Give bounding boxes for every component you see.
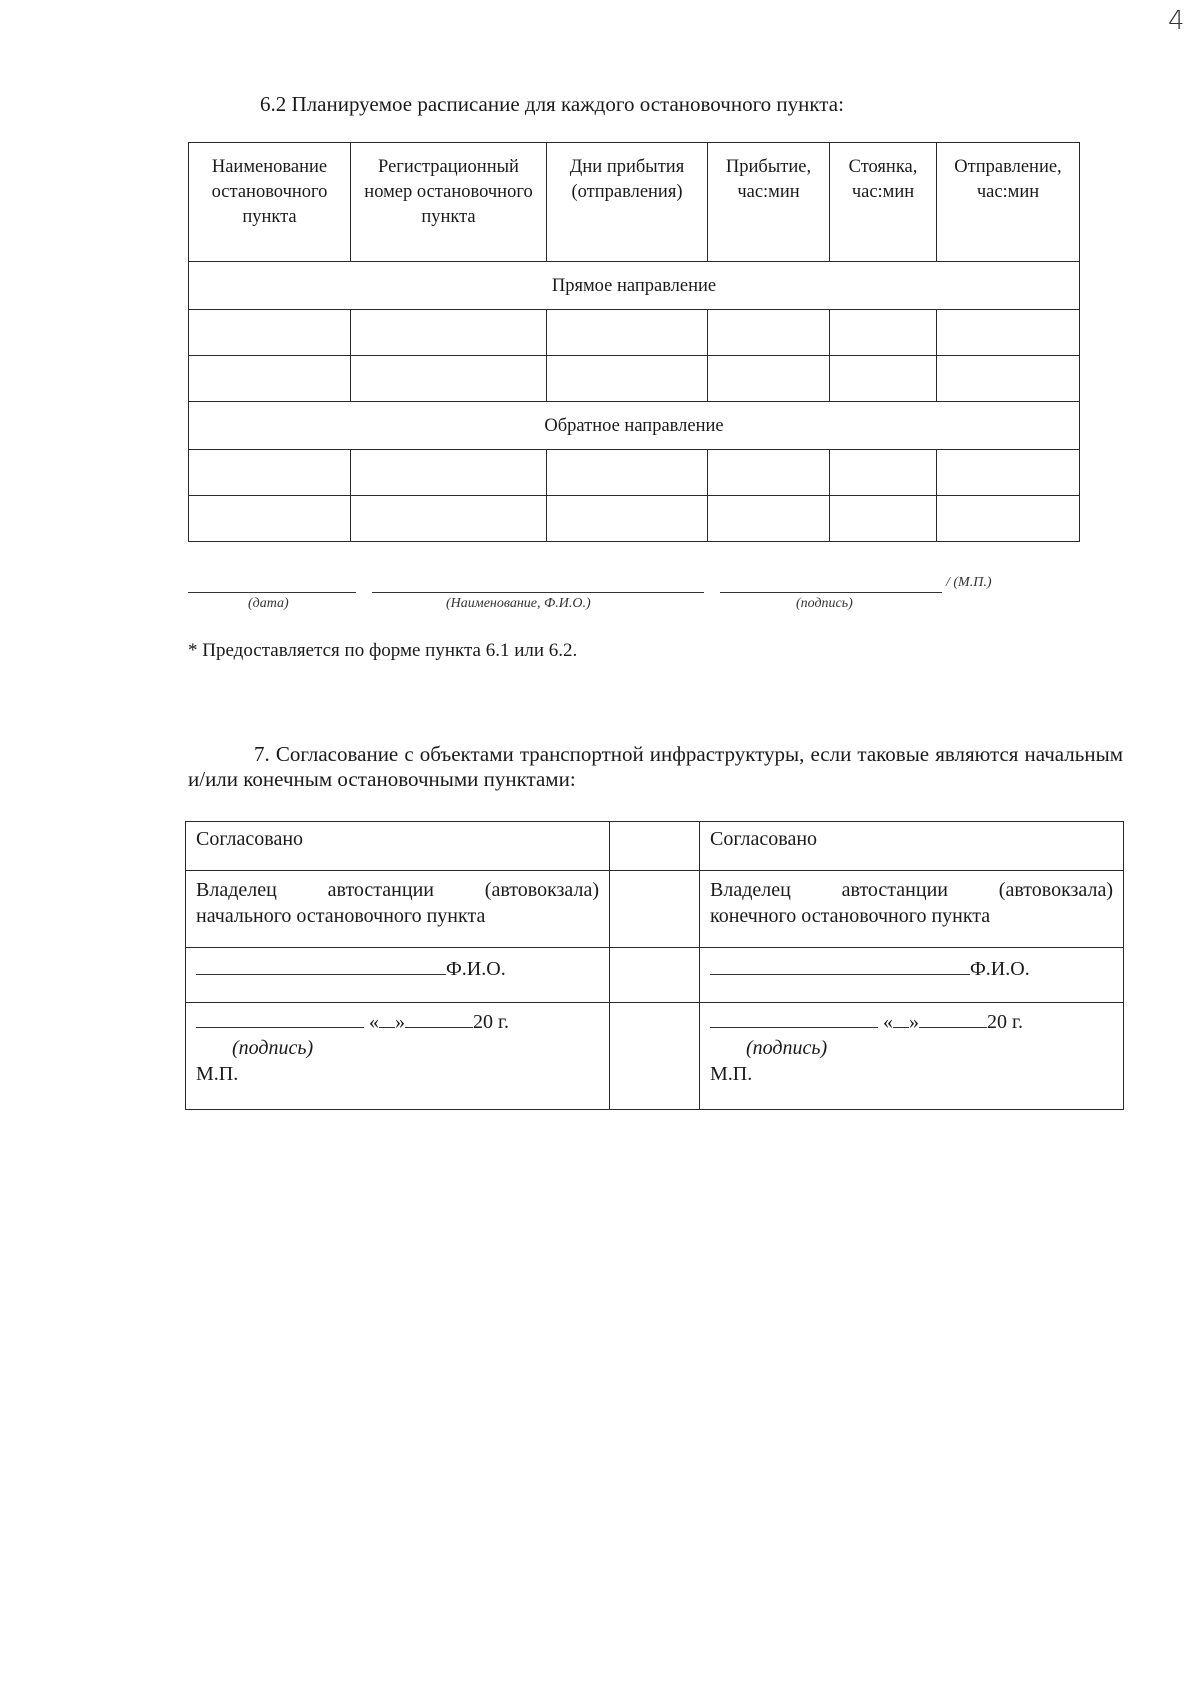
section-6-2-heading: 6.2 Планируемое расписание для каждого остановочного пункта: — [260, 92, 844, 116]
column-header-arrival: Прибытие, час:мин — [708, 143, 830, 262]
right-approved-label: Согласовано — [700, 822, 1124, 871]
name-signature-line[interactable] — [372, 592, 704, 593]
left-year-label: 20 г. — [473, 1011, 509, 1033]
forward-direction-row — [189, 262, 1080, 310]
table-cell[interactable] — [351, 450, 547, 496]
stamp-label: / (М.П.) — [946, 575, 992, 590]
right-owner-line1: Владелец автостанции (автовокзала) — [710, 879, 1113, 901]
left-month-blank[interactable] — [405, 1009, 473, 1028]
right-date-open-quote: « — [883, 1011, 893, 1033]
approval-table — [185, 821, 1124, 1110]
spacer-cell — [610, 822, 700, 871]
table-row — [186, 822, 1124, 871]
table-cell[interactable] — [708, 496, 830, 542]
right-signature-blank[interactable] — [710, 1009, 878, 1028]
right-fio-cell — [700, 948, 1124, 1003]
table-cell[interactable] — [547, 310, 708, 356]
left-owner-line1: Владелец автостанции (автовокзала) — [196, 879, 599, 901]
table-cell[interactable] — [937, 310, 1080, 356]
date-caption: (дата) — [248, 596, 289, 611]
right-owner-line2: конечного остановочного пункта — [710, 905, 991, 927]
reverse-direction-label: Обратное направление — [189, 402, 1080, 450]
table-cell[interactable] — [351, 356, 547, 402]
page-number: 4 — [1168, 6, 1185, 36]
right-fio-blank[interactable] — [710, 956, 970, 975]
column-header-days: Дни прибытия (отправления) — [547, 143, 708, 262]
right-date-close-quote: » — [909, 1011, 919, 1033]
table-row — [189, 310, 1080, 356]
right-stamp-label: М.П. — [710, 1063, 753, 1085]
table-cell[interactable] — [830, 496, 937, 542]
left-signature-cell — [186, 1003, 610, 1110]
table-cell[interactable] — [351, 496, 547, 542]
left-fio-cell — [186, 948, 610, 1003]
left-fio-blank[interactable] — [196, 956, 446, 975]
table-row — [186, 1003, 1124, 1110]
right-month-blank[interactable] — [919, 1009, 987, 1028]
spacer-cell — [610, 948, 700, 1003]
right-signature-caption: (подпись) — [746, 1037, 828, 1059]
forward-direction-label: Прямое направление — [189, 262, 1080, 310]
right-signature-cell — [700, 1003, 1124, 1110]
left-signature-caption: (подпись) — [232, 1037, 314, 1059]
footnote: * Предоставляется по форме пункта 6.1 или 6.2. — [188, 640, 578, 661]
table-cell[interactable] — [708, 310, 830, 356]
table-cell[interactable] — [189, 310, 351, 356]
column-header-departure: Отправление, час:мин — [937, 143, 1080, 262]
signature-caption: (подпись) — [796, 596, 853, 611]
spacer-cell — [610, 1003, 700, 1110]
table-cell[interactable] — [547, 356, 708, 402]
table-cell[interactable] — [708, 356, 830, 402]
table-cell[interactable] — [547, 450, 708, 496]
table-cell[interactable] — [189, 356, 351, 402]
column-header-registration-number: Регистрационный номер остановочного пункта — [351, 143, 547, 262]
right-owner-cell — [700, 871, 1124, 948]
left-date-open-quote: « — [369, 1011, 379, 1033]
table-row — [186, 948, 1124, 1003]
left-owner-cell — [186, 871, 610, 948]
table-cell[interactable] — [708, 450, 830, 496]
table-cell[interactable] — [189, 496, 351, 542]
spacer-cell — [610, 871, 700, 948]
column-header-stop-duration: Стоянка, час:мин — [830, 143, 937, 262]
left-day-blank[interactable] — [379, 1009, 395, 1028]
table-cell[interactable] — [830, 356, 937, 402]
left-approved-label: Согласовано — [186, 822, 610, 871]
name-caption: (Наименование, Ф.И.О.) — [446, 596, 591, 611]
table-row — [189, 450, 1080, 496]
table-row — [186, 871, 1124, 948]
table-cell[interactable] — [830, 310, 937, 356]
right-day-blank[interactable] — [893, 1009, 909, 1028]
table-cell[interactable] — [937, 356, 1080, 402]
signature-line[interactable] — [720, 592, 942, 593]
left-date-close-quote: » — [395, 1011, 405, 1033]
table-row — [189, 496, 1080, 542]
table-cell[interactable] — [937, 450, 1080, 496]
table-cell[interactable] — [937, 496, 1080, 542]
table-cell[interactable] — [830, 450, 937, 496]
left-stamp-label: М.П. — [196, 1063, 239, 1085]
left-fio-label: Ф.И.О. — [446, 958, 506, 980]
section-7-text: 7. Согласование с объектами транспортной инфраструктуры, если таковые являются начальным и/или конечным остановочными пунктами: — [188, 742, 1123, 791]
schedule-table — [188, 142, 1080, 542]
column-header-stop-name: Наименование остановочного пункта — [189, 143, 351, 262]
left-owner-line2: начального остановочного пункта — [196, 905, 486, 927]
right-fio-label: Ф.И.О. — [970, 958, 1030, 980]
date-signature-line[interactable] — [188, 592, 356, 593]
schedule-header-row — [189, 143, 1080, 262]
table-cell[interactable] — [547, 496, 708, 542]
table-cell[interactable] — [351, 310, 547, 356]
table-cell[interactable] — [189, 450, 351, 496]
table-row — [189, 356, 1080, 402]
right-year-label: 20 г. — [987, 1011, 1023, 1033]
reverse-direction-row — [189, 402, 1080, 450]
left-signature-blank[interactable] — [196, 1009, 364, 1028]
